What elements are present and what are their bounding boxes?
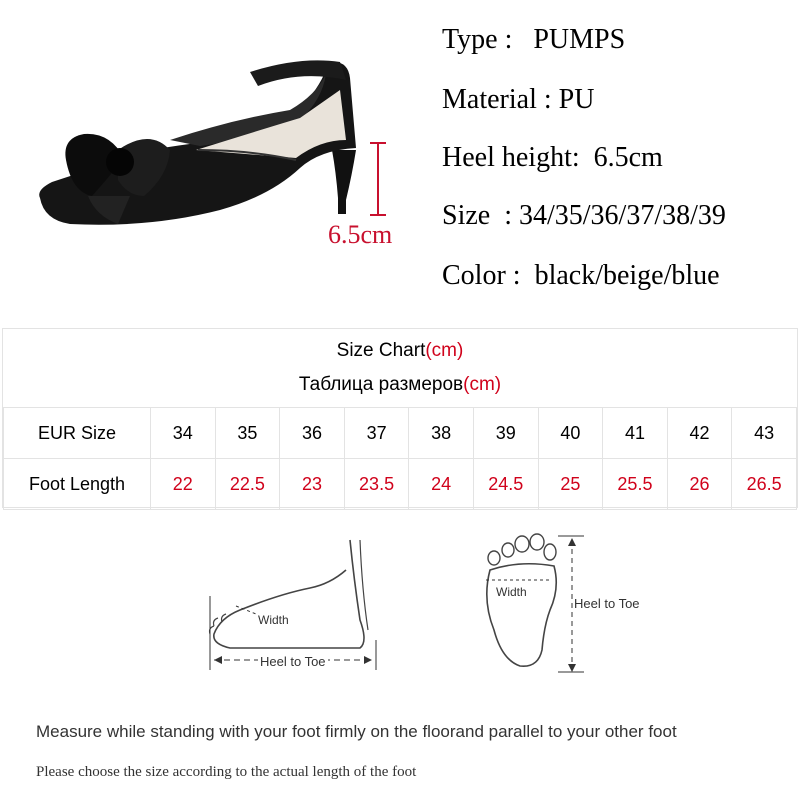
table-cell: 35 [215, 408, 280, 459]
table-cell: 24 [409, 459, 474, 510]
spec-type: Type : PUMPS [442, 24, 626, 55]
size-chart [2, 328, 798, 508]
row-label: Foot Length [4, 459, 151, 510]
table-cell: 26 [667, 459, 732, 510]
side-foot-diagram [200, 530, 390, 680]
shoe-illustration [0, 0, 430, 300]
table-cell: 23.5 [344, 459, 409, 510]
spec-material: Material : PU [442, 84, 595, 115]
spec-size: Size : 34/35/36/37/38/39 [442, 200, 726, 231]
table-row-foot-length [4, 459, 797, 510]
table-cell: 43 [732, 408, 797, 459]
table-cell: 40 [538, 408, 603, 459]
product-image [0, 0, 430, 300]
heel-height-marker [372, 142, 384, 216]
table-cell: 42 [667, 408, 732, 459]
table-cell: 39 [473, 408, 538, 459]
table-cell: 37 [344, 408, 409, 459]
table-cell: 23 [280, 459, 345, 510]
table-cell: 41 [603, 408, 668, 459]
table-cell: 34 [151, 408, 216, 459]
spec-heel-height: Heel height: 6.5cm [442, 142, 663, 173]
table-cell: 25 [538, 459, 603, 510]
top-foot-diagram [480, 530, 670, 680]
size-instruction: Please choose the size according to the actual length of the foot [36, 764, 417, 780]
side-width-label: Width [258, 613, 289, 627]
top-width-label: Width [496, 585, 527, 599]
table-cell: 22.5 [215, 459, 280, 510]
table-cell: 38 [409, 408, 474, 459]
heel-height-label: 6.5cm [328, 220, 393, 249]
table-cell: 24.5 [473, 459, 538, 510]
row-label: EUR Size [4, 408, 151, 459]
table-cell: 22 [151, 459, 216, 510]
table-row-eur-size [4, 408, 797, 459]
measure-instruction: Measure while standing with your foot firmly on the floorand parallel to your other foot [36, 722, 677, 741]
top-length-label: Heel to Toe [574, 596, 640, 611]
spec-color: Color : black/beige/blue [442, 260, 720, 291]
size-chart-title-ru: Таблица размеров(cm) [298, 374, 502, 395]
table-cell: 26.5 [732, 459, 797, 510]
size-table [3, 407, 797, 510]
table-cell: 25.5 [603, 459, 668, 510]
side-length-label: Heel to Toe [260, 654, 326, 669]
size-chart-title: Size Chart(cm) [336, 340, 464, 361]
table-cell: 36 [280, 408, 345, 459]
